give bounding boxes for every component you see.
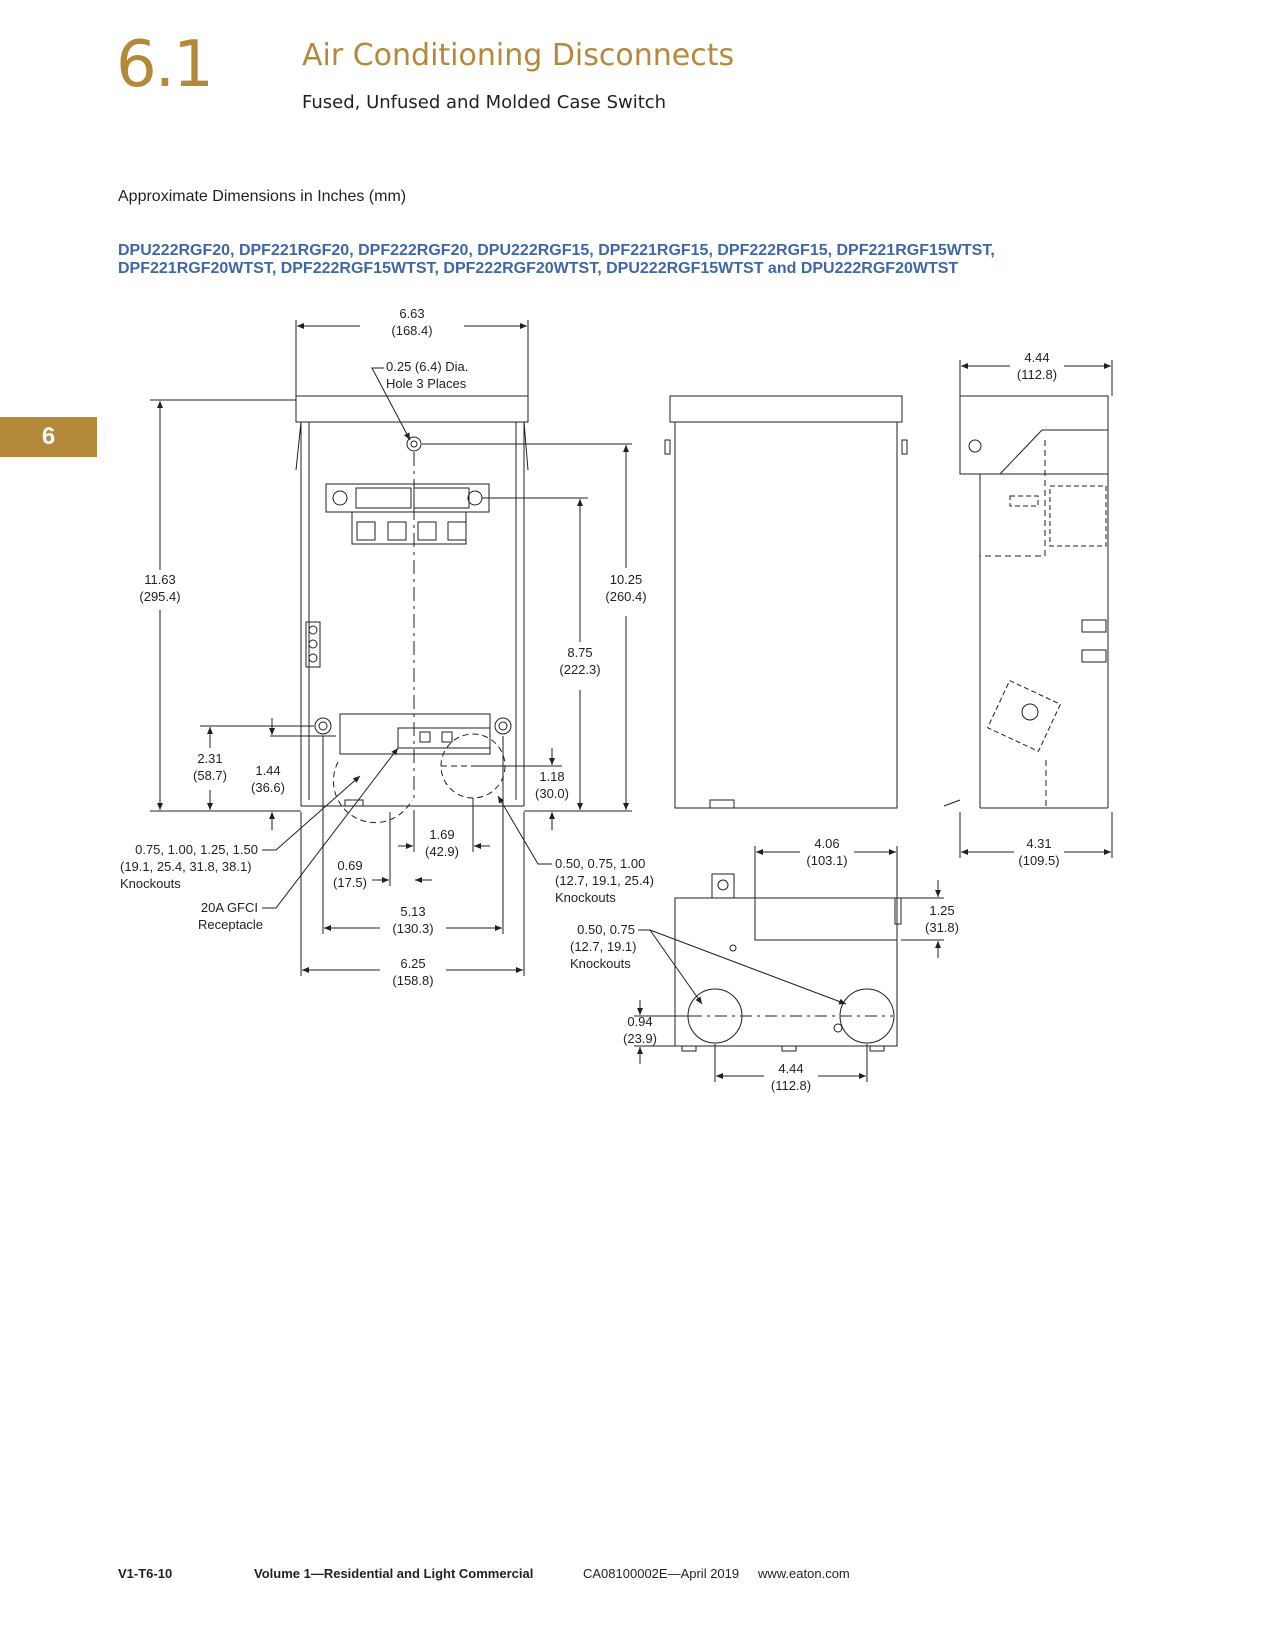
ko-left-2: (19.1, 25.4, 31.8, 38.1) [120,859,252,874]
dim-094-in: 0.94 [627,1014,653,1029]
dim-513-in: 5.13 [400,904,426,919]
dim-513-mm: (130.3) [392,921,434,936]
dim-1025-mm: (260.4) [605,589,647,604]
chapter-tab: 6 [0,417,97,457]
dim-118-mm: (30.0) [535,786,569,801]
dim-875-mm: (222.3) [559,662,601,677]
front-view [296,396,528,823]
dim-875-in: 8.75 [567,645,593,660]
ko-left-1: 0.75, 1.00, 1.25, 1.50 [135,842,258,857]
dim-169-in: 1.69 [429,827,455,842]
page-title: Air Conditioning Disconnects [302,38,735,73]
ko-left-3: Knockouts [120,876,181,891]
back-view [665,396,907,808]
ko-right-1: 0.50, 0.75, 1.00 [555,856,646,871]
dim-444-bottom-in: 4.44 [778,1061,804,1076]
dim-231-mm: (58.7) [193,768,227,783]
gfci-2: Receptacle [198,917,264,932]
dim-069-in: 0.69 [337,858,363,873]
dim-663-in: 6.63 [399,306,425,321]
ko-bottom-2: (12.7, 19.1) [570,939,637,954]
dim-663-mm: (168.4) [391,323,433,338]
dim-069-mm: (17.5) [333,875,367,890]
dim-144-in: 1.44 [255,763,281,778]
ko-bottom-1: 0.50, 0.75 [577,922,635,937]
bottom-view [675,874,901,1051]
dim-1025-in: 10.25 [609,572,643,587]
dimension-labels [120,306,1060,1093]
dim-444-bottom-mm: (112.8) [770,1078,812,1093]
dim-144-mm: (36.6) [251,780,285,795]
hole-label-1: 0.25 (6.4) Dia. [386,359,469,374]
section-number: 6.1 [116,28,212,102]
dim-444-side-mm: (112.8) [1016,367,1058,382]
hole-label-2: Hole 3 Places [386,376,467,391]
dim-094-mm: (23.9) [623,1031,657,1046]
dim-125-in: 1.25 [929,903,955,918]
footer-doc-id: CA08100002E—April 2019 [583,1566,740,1581]
dimensions-caption: Approximate Dimensions in Inches (mm) [118,188,407,205]
footer-volume: Volume 1—Residential and Light Commercial [254,1566,534,1581]
ko-right-2: (12.7, 19.1, 25.4) [555,873,655,888]
dim-444-side-in: 4.44 [1024,350,1050,365]
page-subtitle: Fused, Unfused and Molded Case Switch [302,92,667,113]
model-list: DPU222RGF20, DPF221RGF20, DPF222RGF20, DPU222RGF15, DPF221RGF15, DPF222RGF15, DPF221RGF15WTST, DPF221RGF20WTST, DPF222RGF15WTST, DPF222RGF20WTST, DPU222RGF15WTST and DPU222RGF20WTST [118,242,995,277]
dim-1163-mm: (295.4) [139,589,181,604]
footer-website[interactable]: www.eaton.com [758,1566,850,1581]
dim-406-in: 4.06 [814,836,840,851]
dim-1163-in: 11.63 [144,572,176,587]
side-view [944,396,1108,808]
ko-bottom-3: Knockouts [570,956,631,971]
dimension-lines [150,320,1112,1082]
footer-page-number: V1-T6-10 [118,1566,173,1581]
dim-406-mm: (103.1) [806,853,848,868]
dim-625-mm: (158.8) [392,973,434,988]
dim-625-in: 6.25 [400,956,426,971]
dim-231-in: 2.31 [197,751,223,766]
dim-431-in: 4.31 [1026,836,1052,851]
dim-431-mm: (109.5) [1018,853,1060,868]
dim-169-mm: (42.9) [425,844,459,859]
gfci-1: 20A GFCI [200,900,258,915]
dim-125-mm: (31.8) [925,920,959,935]
ko-right-3: Knockouts [555,890,616,905]
dim-118-in: 1.18 [539,769,565,784]
